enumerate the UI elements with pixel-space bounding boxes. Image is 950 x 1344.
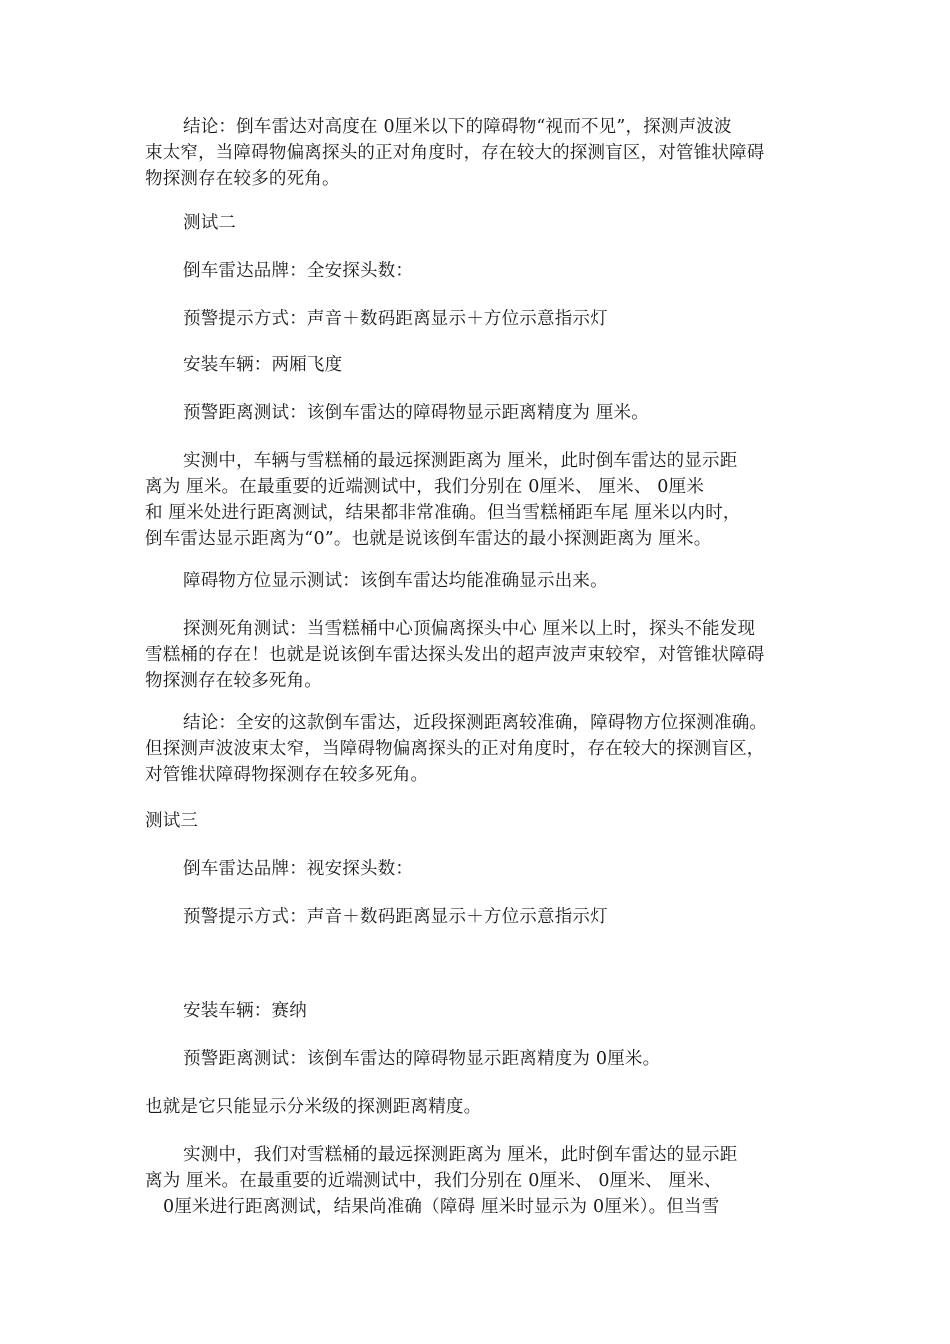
text-line: 结论：倒车雷达对高度在 0厘米以下的障碍物“视而不见”，探测声波波 — [183, 117, 732, 137]
text-line: 雪糕桶的存在！也就是说该倒车雷达探头发出的超声波声束较窄，对管锥状障碍 — [145, 645, 765, 665]
text-line: 障碍物方位显示测试：该倒车雷达均能准确显示出来。 — [183, 571, 608, 591]
text-line: 离为 厘米。在最重要的近端测试中，我们分别在 0厘米、 0厘米、 厘米、 — [145, 1171, 722, 1191]
paragraph-warning-mode-2 — [145, 306, 810, 332]
text-line: 0厘米进行距离测试，结果尚准确（障碍 厘米时显示为 0厘米）。但当雪 — [163, 1197, 720, 1217]
paragraph-warning-mode-3 — [145, 904, 810, 930]
text-line: 物探测存在较多的死角。 — [145, 169, 340, 189]
paragraph-distance-test-3 — [145, 1046, 810, 1072]
text-line: 预警提示方式：声音＋数码距离显示＋方位示意指示灯 — [183, 907, 608, 927]
paragraph-blind-spot-2 — [145, 616, 810, 694]
paragraph-brand-2 — [145, 258, 810, 284]
text-line: 实测中，车辆与雪糕桶的最远探测距离为 厘米，此时倒车雷达的显示距 — [183, 451, 738, 471]
paragraph-measurement-3 — [145, 1142, 810, 1220]
text-line: 对管锥状障碍物探测存在较多死角。 — [145, 765, 429, 785]
paragraph-conclusion-1 — [145, 114, 810, 192]
text-line: 测试三 — [145, 811, 199, 831]
paragraph-conclusion-2 — [145, 710, 810, 788]
text-line: 但探测声波波束太窄，当障碍物偏离探头的正对角度时，存在较大的探测盲区， — [145, 739, 765, 759]
paragraph-distance-test-2 — [145, 400, 810, 426]
text-line: 倒车雷达品牌：全安探头数： — [183, 261, 414, 281]
section-heading-test-3 — [145, 808, 810, 834]
paragraph-precision-note-3 — [145, 1094, 810, 1120]
section-heading-test-2 — [145, 210, 810, 236]
text-line: 安装车辆：两厢飞度 — [183, 355, 343, 375]
text-line: 物探测存在较多死角。 — [145, 671, 322, 691]
text-line: 实测中，我们对雪糕桶的最远探测距离为 厘米，此时倒车雷达的显示距 — [183, 1145, 738, 1165]
text-line: 预警距离测试：该倒车雷达的障碍物显示距离精度为 0厘米。 — [183, 1049, 661, 1069]
text-line: 预警提示方式：声音＋数码距离显示＋方位示意指示灯 — [183, 309, 608, 329]
paragraph-measurement-2 — [145, 448, 810, 552]
text-line: 和 厘米处进行距离测试，结果都非常准确。但当雪糕桶距车尾 厘米以内时， — [145, 503, 741, 523]
text-line: 离为 厘米。在最重要的近端测试中，我们分别在 0厘米、 厘米、 0厘米 — [145, 477, 705, 497]
text-line: 也就是它只能显示分米级的探测距离精度。 — [145, 1097, 482, 1117]
text-line: 安装车辆：赛纳 — [183, 1001, 307, 1021]
text-line: 倒车雷达显示距离为“0”。也就是说该倒车雷达的最小探测距离为 厘米。 — [145, 529, 712, 549]
text-line: 倒车雷达品牌：视安探头数： — [183, 859, 414, 879]
text-line: 结论：全安的这款倒车雷达，近段探测距离较准确，障碍物方位探测准确。 — [183, 713, 768, 733]
text-line: 预警距离测试：该倒车雷达的障碍物显示距离精度为 厘米。 — [183, 403, 649, 423]
text-line: 束太窄，当障碍物偏离探头的正对角度时，存在较大的探测盲区，对管锥状障碍 — [145, 143, 765, 163]
paragraph-direction-test-2 — [145, 568, 810, 594]
text-line: 探测死角测试：当雪糕桶中心顶偏离探头中心 厘米以上时，探头不能发现 — [183, 619, 756, 639]
paragraph-vehicle-3 — [145, 998, 810, 1024]
paragraph-vehicle-2 — [145, 352, 810, 378]
paragraph-brand-3 — [145, 856, 810, 882]
text-line: 测试二 — [183, 213, 237, 233]
